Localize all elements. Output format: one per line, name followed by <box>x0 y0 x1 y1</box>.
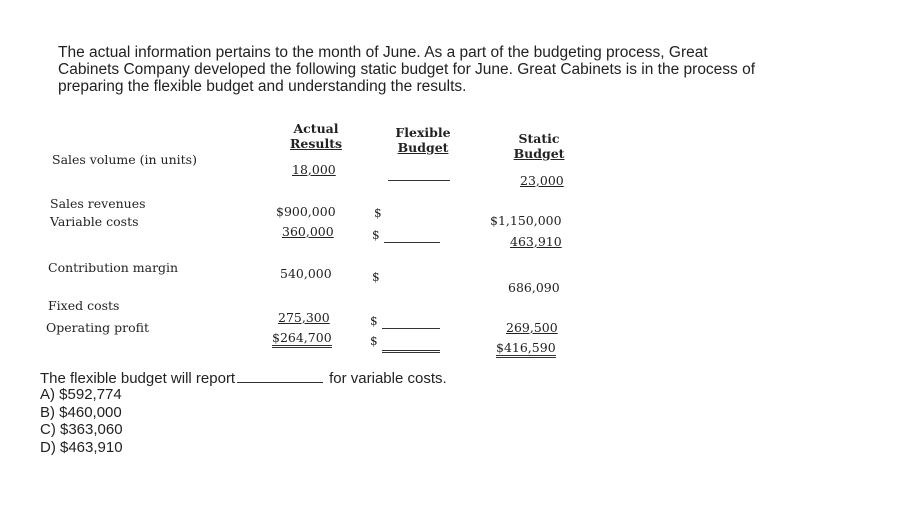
variable-costs-label: Variable costs <box>50 214 139 229</box>
answer-blank <box>237 382 323 383</box>
intro-line-2: Cabinets Company developed the following static budget for June. Great Cabinets is in the process of <box>58 61 756 78</box>
contribution-margin-actual: 540,000 <box>280 266 332 281</box>
option-c[interactable]: C) $363,060 <box>40 421 123 438</box>
question-prefix: The flexible budget will report <box>40 370 236 387</box>
option-a[interactable]: A) $592,774 <box>40 386 122 403</box>
operating-profit-static: $416,590 <box>496 340 556 358</box>
fixed-costs-static: 269,500 <box>506 320 558 335</box>
intro-line-1: The actual information pertains to the month of June. As a part of the budgeting process, Great <box>58 44 708 61</box>
answer-options <box>40 386 123 456</box>
sales-revenues-static: $1,150,000 <box>490 213 562 228</box>
fixed-costs-flex-dollar: $ <box>370 314 378 328</box>
actual-results-header: Actual Results <box>289 121 343 151</box>
contribution-margin-label: Contribution margin <box>48 260 179 275</box>
option-b[interactable]: B) $460,000 <box>40 403 122 421</box>
variable-costs-static: 463,910 <box>510 234 562 249</box>
sales-volume-actual: 18,000 <box>292 162 336 177</box>
operating-profit-flexible-blank <box>382 350 440 353</box>
operating-profit-label: Operating profit <box>46 320 149 335</box>
sales-revenues-actual: $900,000 <box>276 204 336 219</box>
variable-costs-flex-dollar: $ <box>372 228 380 242</box>
sales-volume-label: Sales volume (in units) <box>52 152 197 167</box>
question-suffix: for variable costs. <box>329 370 447 387</box>
operating-profit-flex-dollar: $ <box>370 334 378 348</box>
sales-revenues-label: Sales revenues <box>50 196 146 211</box>
variable-costs-flexible-blank <box>384 242 440 243</box>
question-text <box>40 370 447 387</box>
contribution-margin-flex-dollar: $ <box>372 270 380 284</box>
problem-statement <box>58 44 898 95</box>
sales-revenues-flex-dollar: $ <box>374 206 382 220</box>
sales-volume-flexible-blank <box>388 180 450 181</box>
fixed-costs-flexible-blank <box>382 328 440 329</box>
intro-line-3: preparing the flexible budget and understanding the results. <box>58 78 467 95</box>
variable-costs-actual: 360,000 <box>282 224 334 239</box>
flexible-budget-header: Flexible Budget <box>395 125 451 155</box>
sales-volume-static: 23,000 <box>520 173 564 188</box>
static-budget-header: Static Budget <box>513 131 565 161</box>
contribution-margin-static: 686,090 <box>508 280 560 295</box>
fixed-costs-actual: 275,300 <box>278 310 330 325</box>
option-d[interactable]: D) $463,910 <box>40 438 123 456</box>
operating-profit-actual: $264,700 <box>272 330 332 348</box>
fixed-costs-label: Fixed costs <box>48 298 120 313</box>
